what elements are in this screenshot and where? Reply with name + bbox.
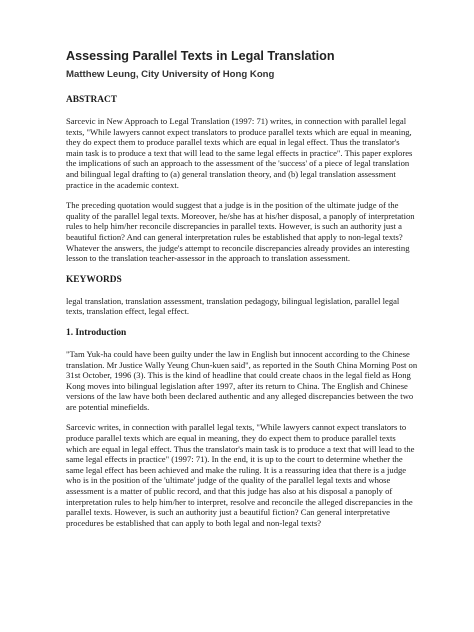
abstract-paragraph-1: Sarcevic in New Approach to Legal Translation (1997: 71) writes, in connection with parallel legal texts, "While lawyers cannot expect translators to produce parallel texts which are equal in meaning, they do expect them to produce parallel texts which are equal in legal effect. Thus the translator's main task is to produce a text that will lead to the same legal effects in practice". This paper explores the implications of such an approach to the assessment of the 'success' of a piece of legal translation and bilingual legal drafting to (a) general translation theory, and (b) legal translation assessment practice in the academic context. [66, 116, 413, 190]
abstract-paragraph-2: The preceding quotation would suggest that a judge is in the position of the ultimate judge of the quality of the parallel legal texts. Moreover, he/she has at his/her disposal, a panoply of interpretation rules to help him/her reconcile discrepancies in parallel texts. However, is such an authority just a beautiful fiction? And can general interpretation rules be established that apply to non-legal texts? Whatever the answers, the judge's attempt to reconcile discrepancies already provides an interesting lesson to the translation teacher-assessor in the approach to translation assessment. [66, 200, 415, 264]
keywords-heading: KEYWORDS [66, 274, 122, 285]
introduction-heading: 1. Introduction [66, 327, 127, 338]
introduction-paragraph-1: "Tam Yuk-ha could have been guilty under the law in English but innocent according to the Chinese translation. Mr Justice Wally Yeung Chun-kuen said", as reported in the South China Morning Post on 31st October, 1996 (3). This is the kind of headline that could create chaos in the legal field as Hong Kong moves into bilingual legislation after 1997, after its return to China. The English and Chinese versions of the law have both been declared authentic and any alleged discrepancies between the two are potential minefields. [66, 348, 418, 412]
keywords-text: legal translation, translation assessment, translation pedagogy, bilingual legislation, parallel legal texts, translation effect, legal effect. [66, 295, 400, 317]
paper-title: Assessing Parallel Texts in Legal Translation [66, 49, 335, 63]
abstract-heading: ABSTRACT [66, 95, 118, 105]
author-line: Matthew Leung, City University of Hong Kong [66, 69, 275, 80]
introduction-paragraph-2: Sarcevic writes, in connection with parallel legal texts, "While lawyers cannot expect translators to produce parallel texts which are equal in meaning, they do expect them to produce parallel texts which are equal in legal effect. Thus the translator's main task is to produce a text that will lead to the same legal effects in practice" (1997: 71). In the end, it is up to the court to determine whether the same legal effect has been achieved and make the ruling. It is a reassuring idea that there is a judge who is in the position of the 'ultimate' judge of the quality of the parallel legal texts and whose assessment is a matter of public record, and that this judge has also at his disposal a panoply of interpretation rules to help him/her to interpret, resolve and reconcile the alleged discrepancies in the parallel texts. However, is such an authority just a beautiful fiction? Can general interpretative procedures be established that can apply to both legal and non-legal texts? [66, 422, 415, 528]
